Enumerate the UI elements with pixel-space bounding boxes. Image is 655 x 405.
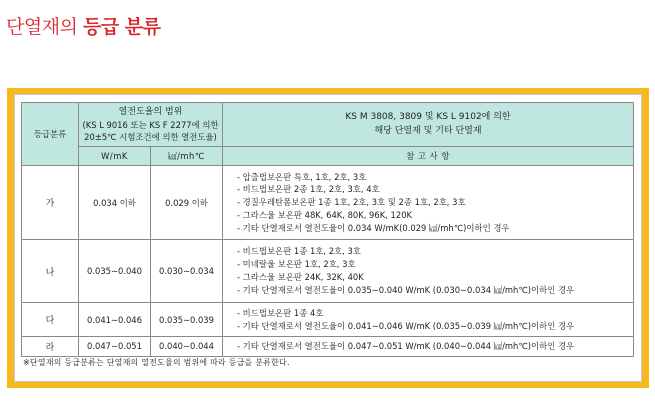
table-row	[22, 240, 634, 303]
insulation-grade-table	[21, 102, 634, 357]
w-range-cell: 0.047∼0.051	[79, 337, 151, 357]
note-line: - 비드법보온판 1종 4호	[237, 307, 324, 318]
notes-cell	[223, 337, 634, 357]
notes-cell	[223, 303, 634, 337]
ks-subtitle: 해당 단열재 및 기타 단열재	[374, 125, 482, 136]
note-line: - 기타 단열재로서 열전도율이 0.035∼0.040 W/mK (0.030∼0.034 ㎉/mh℃)이하인 경우	[237, 284, 575, 295]
grade-cell: 라	[22, 337, 79, 357]
unit-kcal-header: ㎉/mh℃	[151, 147, 223, 166]
notes-cell	[223, 240, 634, 303]
ks-header	[223, 103, 634, 147]
kcal-range-cell: 0.040∼0.044	[151, 337, 223, 357]
table-row	[22, 337, 634, 357]
unit-w-header: W/mK	[79, 147, 151, 166]
note-line: - 그라스울 보온판 48K, 64K, 80K, 96K, 120K	[237, 209, 413, 220]
note-line: - 압출법보온판 특호, 1호, 2호, 3호	[237, 171, 367, 182]
note-line: - 미네랄울 보온판 1호, 2호, 3호	[237, 259, 356, 270]
kcal-range-cell: 0.029 이하	[151, 166, 223, 240]
note-line: - 기타 단열재로서 열전도율이 0.047∼0.051 W/mK (0.040∼0.044 ㎉/mh℃)이하인 경우	[237, 341, 575, 351]
page-title-normal: 단열재의	[6, 16, 83, 38]
grade-cell: 가	[22, 166, 79, 240]
note-line: - 그라스울 보온판 24K, 32K, 40K	[237, 272, 364, 282]
conductivity-range-header	[79, 103, 223, 147]
grade-cell: 나	[22, 240, 79, 303]
kcal-range-cell: 0.030∼0.034	[151, 240, 223, 303]
table-row	[22, 303, 634, 337]
kcal-range-cell: 0.035∼0.039	[151, 303, 223, 337]
conductivity-standard: (KS L 9016 또는 KS F 2277에 의한	[82, 119, 219, 130]
page-title-strong: 등급 분류	[82, 16, 161, 38]
table-row	[22, 166, 634, 240]
note-line: - 경질우레탄폼보온판 1종 1호, 2호, 3호 및 2종 1호, 2호, 3호	[237, 197, 466, 208]
ks-title: KS M 3808, 3809 및 KS L 9102에 의한	[345, 112, 511, 123]
conductivity-condition: 20±5℃ 시험조건에 의한 열전도율)	[84, 132, 217, 143]
document-sheet	[14, 94, 642, 382]
footnote: ※단열재의 등급분류는 단열재의 열전도율의 범위에 따라 등급을 분류한다.	[23, 358, 290, 367]
grade-cell: 다	[22, 303, 79, 337]
w-range-cell: 0.034 이하	[79, 166, 151, 240]
notes-cell	[223, 166, 634, 240]
note-line: - 비드법보온판 1종 1호, 2호, 3호	[237, 246, 361, 257]
page-title	[6, 12, 161, 39]
w-range-cell: 0.041∼0.046	[79, 303, 151, 337]
note-line: - 기타 단열재로서 열전도율이 0.041∼0.046 W/mK (0.035∼0.039 ㎉/mh℃)이하인 경우	[237, 320, 575, 331]
note-line: - 기타 단열재로서 열전도율이 0.034 W/mK(0.029 ㎉/mh℃)이하인 경우	[237, 222, 510, 233]
grade-header: 등급분류	[22, 103, 79, 166]
notes-header: 참 고 사 항	[223, 147, 634, 166]
yellow-frame	[7, 88, 649, 388]
conductivity-title: 열전도율의 범위	[118, 106, 183, 117]
w-range-cell: 0.035∼0.040	[79, 240, 151, 303]
note-line: - 비드법보온판 2종 1호, 2호, 3호, 4호	[237, 184, 380, 195]
